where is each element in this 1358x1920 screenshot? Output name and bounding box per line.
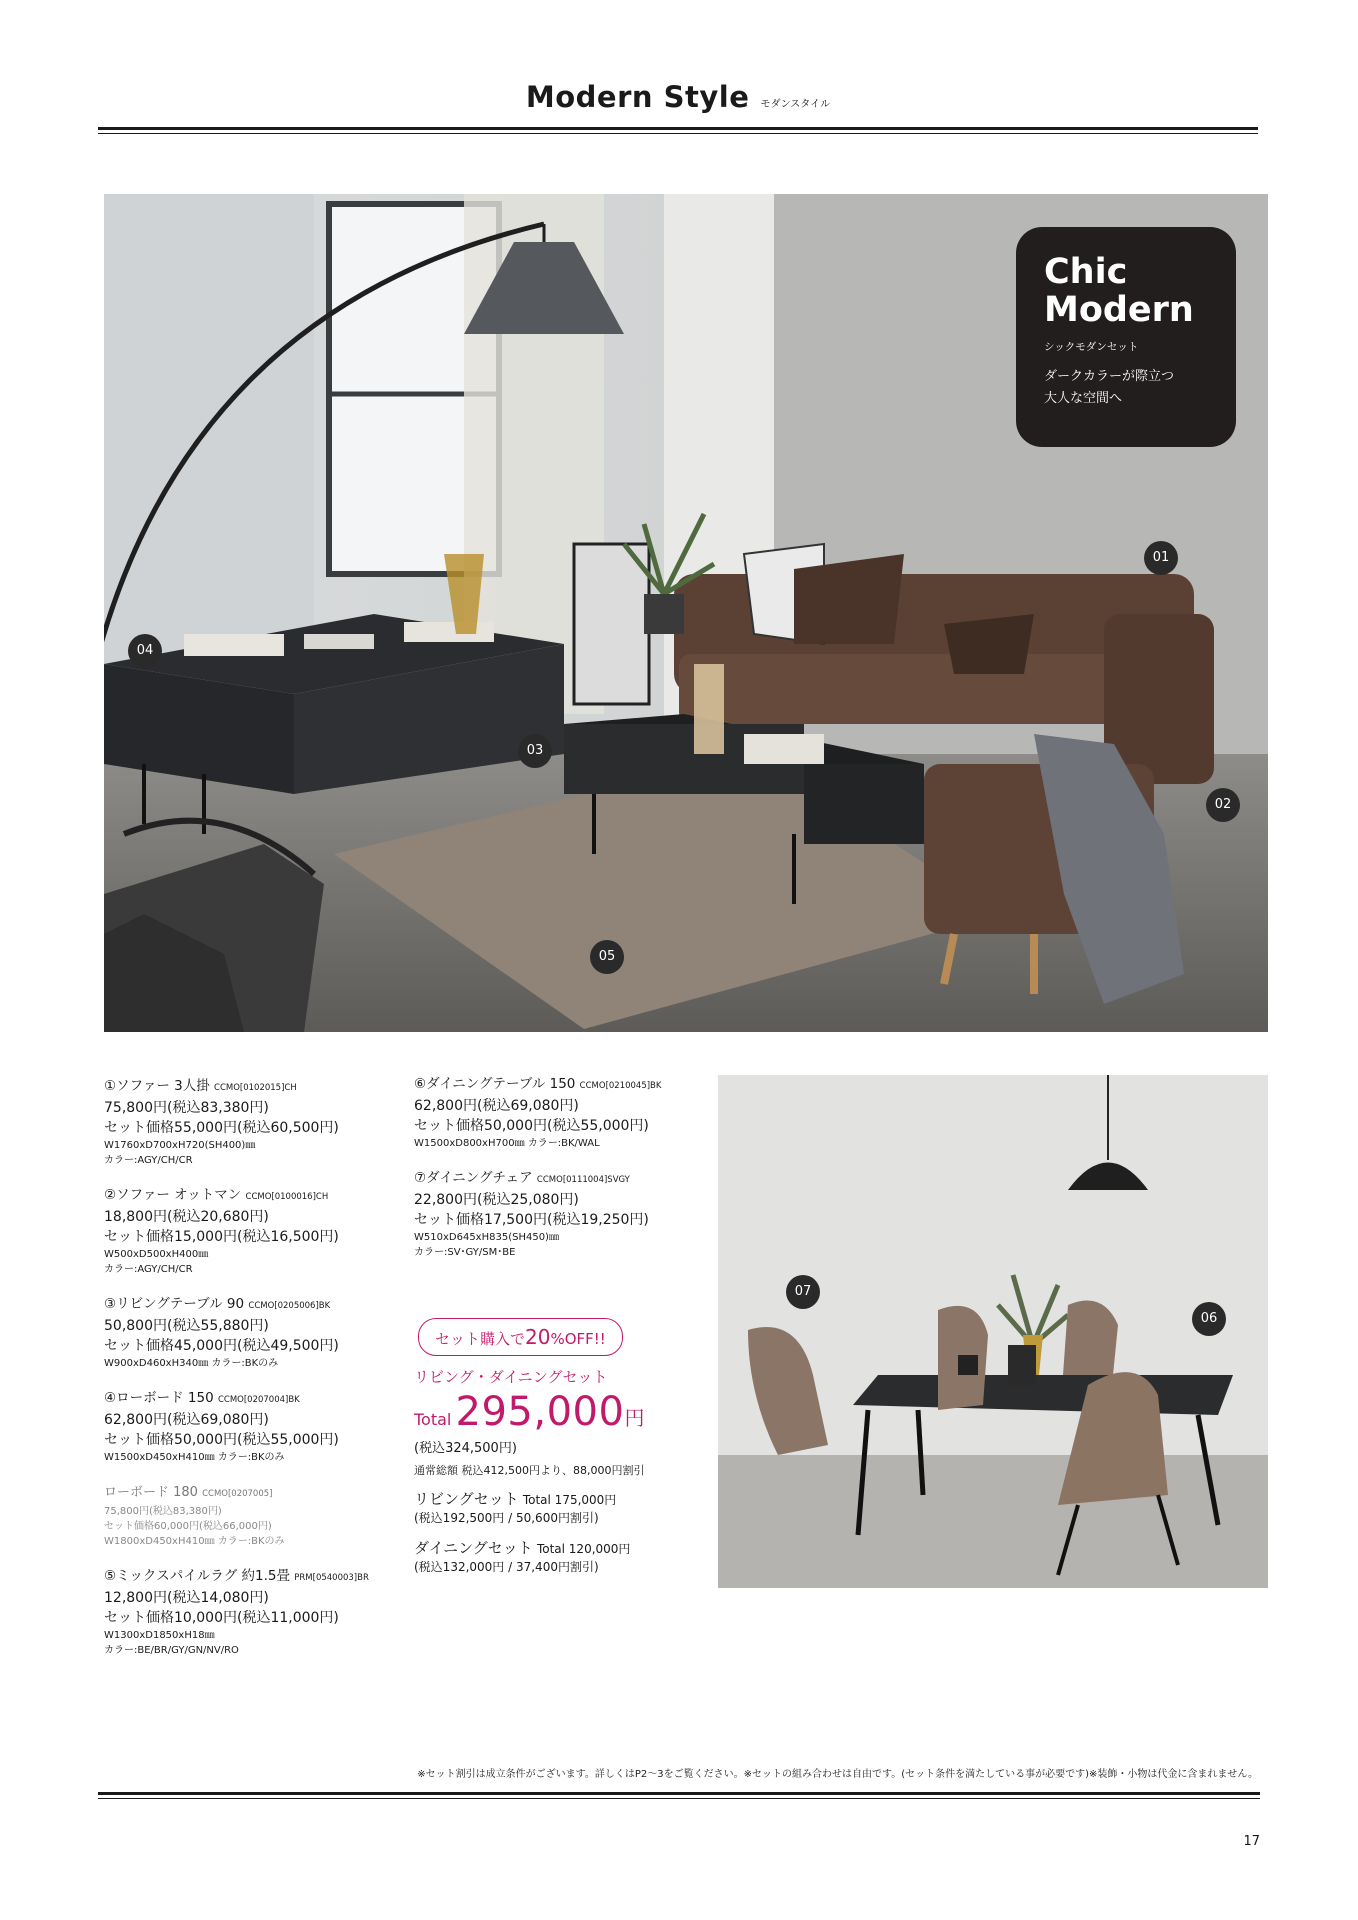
product-name: ローボード 180 — [104, 1485, 198, 1500]
total-yen: 円 — [624, 1406, 645, 1430]
product-item-variant — [104, 1483, 404, 1549]
footnote: ※セット割引は成立条件がございます。詳しくはP2〜3をご覧ください。※セットの組み合わせは自由です。(セット条件を満たしている事が必要です)※装飾・小物は代金に含まれません。 — [417, 1769, 1258, 1780]
product-name: ⑦ダイニングチェア — [414, 1170, 533, 1186]
chic-subtitle: シックモダンセット — [1044, 341, 1139, 353]
product-item — [414, 1169, 714, 1260]
dining-set — [414, 1537, 714, 1576]
product-set-price: セット価格17,500円(税込19,250円) — [414, 1212, 649, 1228]
chic-title-line1: Chic — [1044, 252, 1128, 292]
product-item — [104, 1077, 404, 1168]
product-price: 18,800円(税込20,680円) — [104, 1209, 269, 1225]
header-rule-thin — [98, 133, 1258, 134]
total-label: Total — [414, 1410, 452, 1429]
discount-rate: 20 — [525, 1325, 551, 1349]
product-set-price: セット価格50,000円(税込55,000円) — [414, 1118, 649, 1134]
product-dims: W1500xD800xH700㎜ カラー:BK/WAL — [414, 1138, 600, 1149]
dining-room-photo — [718, 1075, 1268, 1588]
total-amount: 295,000 — [455, 1389, 625, 1435]
footer-rule — [98, 1792, 1260, 1795]
footer-rule-thin — [98, 1798, 1260, 1799]
page-title — [98, 80, 1258, 114]
product-item — [104, 1186, 404, 1277]
product-price: 22,800円(税込25,080円) — [414, 1192, 579, 1208]
marker-06: 06 — [1192, 1302, 1226, 1336]
living-set-name: リビングセット — [414, 1490, 519, 1508]
product-price: 75,800円(税込83,380円) — [104, 1506, 222, 1517]
product-dims: W1760xD700xH720(SH400)㎜ — [104, 1140, 256, 1151]
product-colors: カラー:AGY/CH/CR — [104, 1264, 193, 1275]
product-colors: カラー:SV･GY/SM･BE — [414, 1247, 516, 1258]
set-offer — [414, 1318, 714, 1576]
product-dims: W1300xD1850xH18㎜ — [104, 1630, 215, 1641]
product-dims: W510xD645xH835(SH450)㎜ — [414, 1232, 559, 1243]
header-rule — [98, 127, 1258, 130]
set-name: リビング・ダイニングセット — [414, 1368, 608, 1386]
product-price: 62,800円(税込69,080円) — [414, 1098, 579, 1114]
usual-total-note: 通常総額 税込412,500円より、88,000円割引 — [414, 1464, 645, 1477]
living-set-total: Total 175,000円 — [522, 1493, 617, 1507]
product-list-left — [104, 1077, 404, 1676]
set-total — [414, 1389, 714, 1435]
dining-set-detail: (税込132,000円 / 37,400円割引) — [414, 1560, 599, 1574]
product-dims: W900xD460xH340㎜ カラー:BKのみ — [104, 1358, 279, 1369]
discount-pill — [418, 1318, 623, 1356]
product-code: CCMO[0210045]BK — [579, 1081, 662, 1091]
product-price: 62,800円(税込69,080円) — [104, 1412, 269, 1428]
chic-title-line2: Modern — [1044, 290, 1194, 330]
living-set — [414, 1488, 714, 1527]
page-header — [98, 74, 1258, 134]
page-title-ja: モダンスタイル — [760, 99, 831, 110]
marker-04: 04 — [128, 634, 162, 668]
product-name: ⑤ミックスパイルラグ 約1.5畳 — [104, 1568, 290, 1584]
product-item — [104, 1567, 404, 1658]
chic-copy-line1: ダークカラーが際立つ — [1044, 369, 1175, 384]
product-name: ②ソファー オットマン — [104, 1187, 242, 1203]
product-list-middle — [414, 1075, 714, 1576]
product-dims: W500xD500xH400㎜ — [104, 1249, 209, 1260]
product-price: 75,800円(税込83,380円) — [104, 1100, 269, 1116]
product-code: CCMO[0207005] — [202, 1489, 273, 1499]
dining-set-total: Total 120,000円 — [536, 1542, 631, 1556]
product-name: ⑥ダイニングテーブル 150 — [414, 1076, 576, 1092]
marker-05: 05 — [590, 940, 624, 974]
product-colors: カラー:AGY/CH/CR — [104, 1155, 193, 1166]
product-colors: カラー:BE/BR/GY/GN/NV/RO — [104, 1645, 239, 1656]
product-code: CCMO[0205006]BK — [248, 1301, 331, 1311]
product-set-price: セット価格60,000円(税込66,000円) — [104, 1521, 272, 1532]
product-set-price: セット価格10,000円(税込11,000円) — [104, 1610, 339, 1626]
total-tax-incl: (税込324,500円) — [414, 1441, 517, 1456]
marker-07: 07 — [786, 1275, 820, 1309]
product-name: ④ローボード 150 — [104, 1390, 214, 1406]
marker-01: 01 — [1144, 541, 1178, 575]
discount-suffix: %OFF!! — [550, 1330, 606, 1348]
product-dims: W1800xD450xH410㎜ カラー:BKのみ — [104, 1536, 285, 1547]
product-set-price: セット価格55,000円(税込60,500円) — [104, 1120, 339, 1136]
chic-copy-line2: 大人な空間へ — [1044, 391, 1123, 406]
product-name: ③リビングテーブル 90 — [104, 1296, 245, 1312]
product-code: CCMO[0111004]SVGY — [536, 1175, 630, 1185]
product-code: CCMO[0100016]CH — [245, 1192, 329, 1202]
product-code: CCMO[0207004]BK — [217, 1395, 300, 1405]
discount-prefix: セット購入で — [435, 1330, 526, 1348]
product-set-price: セット価格15,000円(税込16,500円) — [104, 1229, 339, 1245]
product-code: CCMO[0102015]CH — [214, 1083, 297, 1093]
product-item — [104, 1295, 404, 1371]
page-title-en: Modern Style — [525, 80, 750, 114]
chic-modern-label — [1016, 227, 1236, 447]
page-number: 17 — [1243, 1834, 1260, 1849]
dining-set-name: ダイニングセット — [414, 1539, 533, 1557]
product-item — [414, 1075, 714, 1151]
product-price: 50,800円(税込55,880円) — [104, 1318, 269, 1334]
product-dims: W1500xD450xH410㎜ カラー:BKのみ — [104, 1452, 285, 1463]
product-item — [104, 1389, 404, 1465]
marker-02: 02 — [1206, 788, 1240, 822]
marker-03: 03 — [518, 734, 552, 768]
product-set-price: セット価格45,000円(税込49,500円) — [104, 1338, 339, 1354]
product-code: PRM[0540003]BR — [294, 1573, 369, 1583]
product-price: 12,800円(税込14,080円) — [104, 1590, 269, 1606]
product-name: ①ソファー 3人掛 — [104, 1078, 210, 1094]
product-set-price: セット価格50,000円(税込55,000円) — [104, 1432, 339, 1448]
living-set-detail: (税込192,500円 / 50,600円割引) — [414, 1511, 599, 1525]
